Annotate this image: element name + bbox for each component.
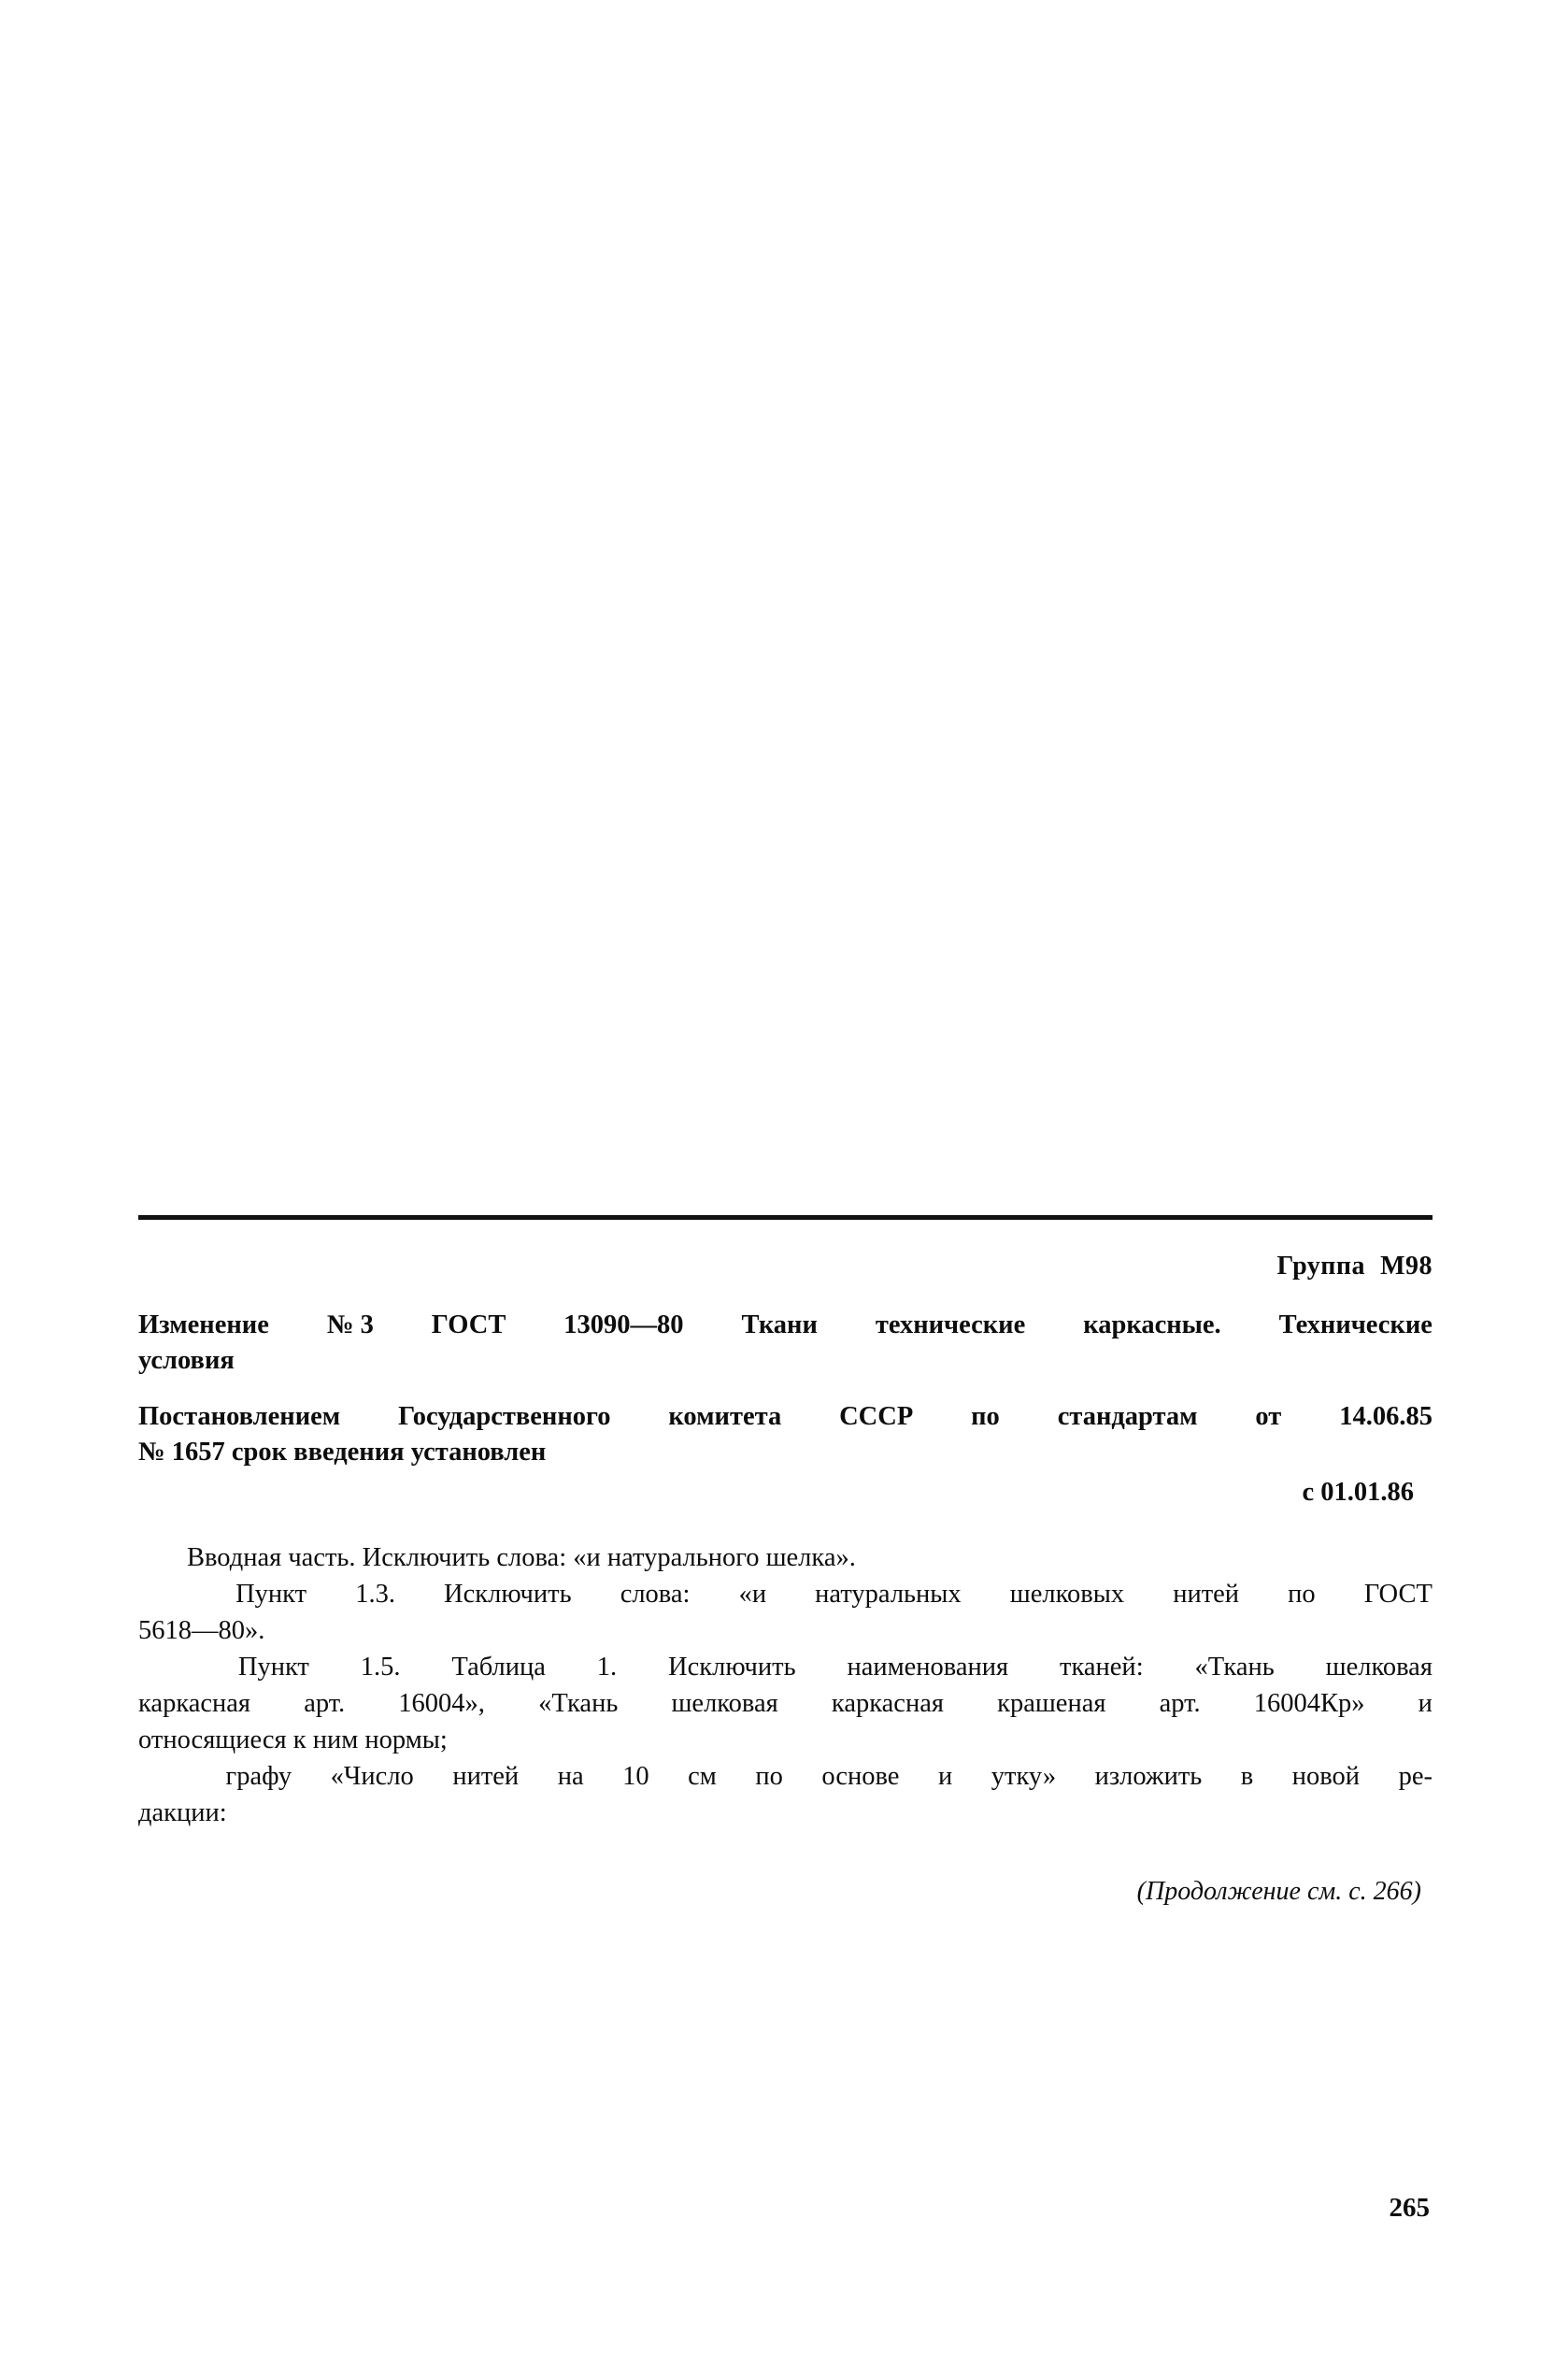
decree-line-1 xyxy=(138,1399,1433,1435)
paragraph-grafa-line-1 xyxy=(138,1758,1433,1795)
page-number: 265 xyxy=(1389,2193,1430,2223)
decree-word: по xyxy=(971,1401,1000,1431)
text-word: шелковая xyxy=(671,1688,778,1718)
paragraph-item-1-5-line-3: относящиеся к ним нормы; xyxy=(138,1725,448,1754)
text-word: Пункт xyxy=(237,1652,309,1682)
text-word: «и xyxy=(738,1579,767,1609)
text-word: графу xyxy=(225,1761,292,1791)
heading-word: 13090—80 xyxy=(563,1310,684,1339)
decree-word: Государственного xyxy=(398,1401,611,1431)
text-word: шелковых xyxy=(1009,1579,1125,1609)
text-word: 1. xyxy=(596,1652,618,1682)
text-word: тканей: xyxy=(1060,1652,1144,1682)
paragraph-item-1-5-line-2 xyxy=(138,1685,1433,1722)
text-word: ре- xyxy=(1398,1761,1433,1791)
text-word: и xyxy=(1418,1688,1433,1718)
text-word: 1.5. xyxy=(360,1652,401,1682)
text-word: основе xyxy=(821,1761,900,1791)
heading-word: Ткани xyxy=(741,1310,818,1339)
text-word: «Число xyxy=(330,1761,414,1791)
document-content xyxy=(138,1215,1433,1910)
text-word: арт. xyxy=(304,1688,346,1718)
text-word: 10 xyxy=(622,1761,649,1791)
text-word: по xyxy=(1288,1579,1316,1609)
amendment-heading-line-1 xyxy=(138,1308,1433,1343)
decree-block xyxy=(138,1399,1433,1470)
paragraph-grafa xyxy=(138,1758,1433,1831)
text-word: по xyxy=(755,1761,783,1791)
text-word: арт. xyxy=(1159,1688,1201,1718)
text-word: «Ткань xyxy=(538,1688,619,1718)
paragraph-item-1-3 xyxy=(138,1576,1433,1649)
decree-word: 14.06.85 xyxy=(1339,1401,1433,1431)
text-word: «Ткань xyxy=(1194,1652,1275,1682)
text-word: изложить xyxy=(1094,1761,1203,1791)
text-word: шелковая xyxy=(1325,1652,1433,1682)
text-word: в xyxy=(1240,1761,1254,1791)
text-word: Исключить xyxy=(668,1652,796,1682)
decree-line-2: № 1657 срок введения установлен xyxy=(138,1437,547,1467)
group-label-text: Группа xyxy=(1276,1252,1366,1281)
text-word: нитей xyxy=(1173,1579,1240,1609)
text-word: на xyxy=(557,1761,584,1791)
amendment-heading-line-2: условия xyxy=(138,1345,235,1375)
text-word: 1.3. xyxy=(355,1579,395,1609)
text-word: 16004», xyxy=(398,1688,485,1718)
heading-word: Технические xyxy=(1278,1310,1433,1339)
text-word: наименования xyxy=(847,1652,1009,1682)
group-code-text: М98 xyxy=(1380,1252,1433,1281)
text-word: утку» xyxy=(991,1761,1057,1791)
continuation-note: (Продолжение см. с. 266) xyxy=(1136,1876,1421,1906)
heading-word: Изменение xyxy=(138,1310,269,1339)
paragraph-item-1-5 xyxy=(138,1649,1433,1758)
amendment-heading xyxy=(138,1308,1433,1379)
text-word: ГОСТ xyxy=(1363,1579,1433,1609)
heading-word: № 3 xyxy=(326,1310,374,1339)
text-word: Исключить xyxy=(444,1579,572,1609)
paragraph-item-1-5-line-1 xyxy=(138,1649,1433,1685)
text-word: см xyxy=(688,1761,717,1791)
text-word: крашеная xyxy=(997,1688,1106,1718)
paragraph-grafa-line-2: дакции: xyxy=(138,1797,227,1827)
decree-word: от xyxy=(1255,1401,1282,1431)
group-label-line xyxy=(138,1252,1433,1281)
heading-word: технические xyxy=(875,1310,1026,1339)
amendment-body xyxy=(138,1539,1433,1911)
paragraph-item-1-3-line-2: 5618—80». xyxy=(138,1615,265,1645)
text-word: натуральных xyxy=(815,1579,962,1609)
decree-word: СССР xyxy=(839,1401,914,1431)
text-word: 16004Кр» xyxy=(1253,1688,1365,1718)
text-word: Таблица xyxy=(451,1652,546,1682)
paragraph-intro: Вводная часть. Исключить слова: «и натурального шелка». xyxy=(187,1542,856,1572)
text-word: Пункт xyxy=(235,1579,307,1609)
text-word: каркасная xyxy=(831,1688,944,1718)
effective-date-line: с 01.01.86 xyxy=(1302,1477,1414,1507)
decree-word: Постановлением xyxy=(138,1401,341,1431)
heading-word: ГОСТ xyxy=(431,1310,506,1339)
decree-word: комитета xyxy=(668,1401,782,1431)
header-divider-rule xyxy=(138,1215,1433,1220)
text-word: слова: xyxy=(620,1579,691,1609)
text-word: каркасная xyxy=(138,1688,251,1718)
text-word: и xyxy=(937,1761,953,1791)
text-word: новой xyxy=(1291,1761,1361,1791)
text-word: нитей xyxy=(452,1761,520,1791)
decree-word: стандартам xyxy=(1057,1401,1198,1431)
paragraph-item-1-3-line-1 xyxy=(138,1576,1433,1612)
heading-word: каркасные. xyxy=(1083,1310,1221,1339)
